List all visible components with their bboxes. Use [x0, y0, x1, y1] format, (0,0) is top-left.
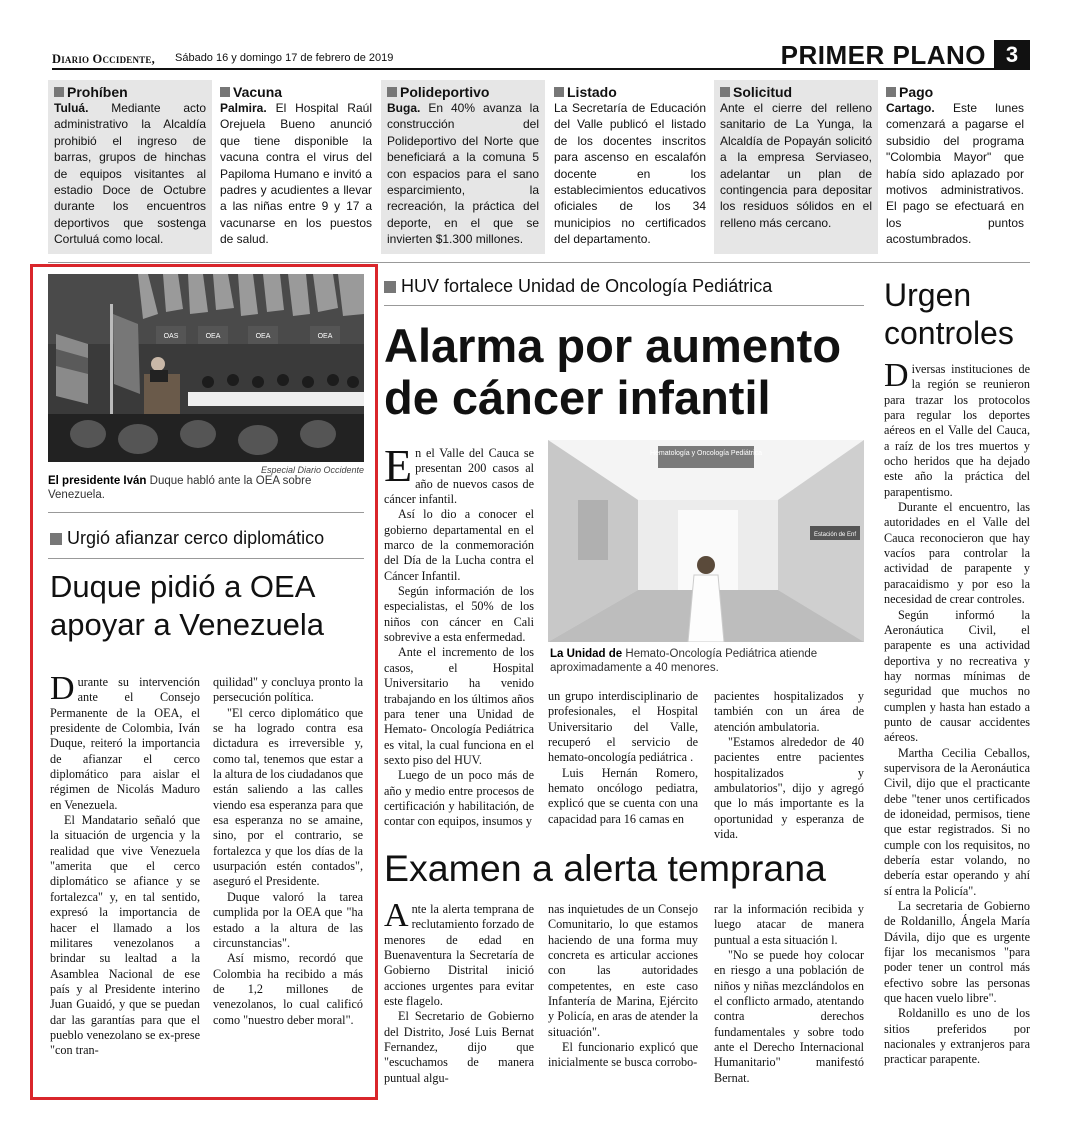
brief-lead: Palmira. [220, 101, 267, 115]
dropcap: E [384, 440, 413, 491]
paragraph: Luis Hernán Romero, hemato oncólogo pediatra, explicó que se cuenta con una capacidad para 16 camas en [548, 765, 698, 826]
paragraph: "No se puede hoy colocar en riesgo a una población de niños y niñas mezclándolos en el conflicto armado, atentando contra derechos fundamentales y sobre todo ante el Derecho Internacional Humanitario" manifestó Bernat. [714, 948, 864, 1085]
paragraph: El funcionario explicó que inicialmente se busca corrobo- [548, 1040, 698, 1070]
brief-solicitud [714, 80, 878, 254]
paragraph: rar la información recibida y luego atacar de manera puntual a esta situación l. [714, 902, 864, 947]
kicker-cancer [384, 276, 864, 297]
brief-body: Ante el cierre del relleno sanitario de La Yunga, la Alcaldía de Popayán solicitó a la empresa Serviaseo, adelantar un plan de contingencia para depositar los residuos sólidos en el relleno más cercano. [720, 101, 872, 230]
paragraph: n el Valle del Cauca se presentan 200 casos al año de nuevos casos de cáncer infantil. [384, 446, 534, 507]
brief-lead: Cartago. [886, 101, 935, 115]
dropcap: A [384, 897, 409, 934]
story-alerta-col3 [714, 902, 864, 1086]
paragraph: Martha Cecilia Ceballos, supervisora de la Aeronáutica Civil, dijo que el practicante debe "tener unos certificados de idoneidad, permisos, tiene que estar registrados. Si no cumple con los requisitos, no debería estar volando, no debería estar operando y ahí sí entra la Policía". [884, 745, 1030, 898]
paragraph: Luego de un poco más de año y medio entre procesos de certificación y habilitación, de contar con equipos, insumos y [384, 768, 534, 829]
kicker-duque [50, 528, 366, 549]
paragraph: Ante el incremento de los casos, el Hospital Universitario ha venido trabajando en los últimos años para tener una Unidad de Hemato- Oncología Pediátrica es vital, la cual funciona en el sexto piso del HUV. [384, 645, 534, 767]
brief-body: Este lunes comenzará a pagarse el subsidio del programa "Colombia Mayor" que había sido aplazado por motivos administrativos. El pago se efectuará en los puntos acostumbrados. [886, 101, 1024, 247]
briefs-strip [48, 80, 1030, 254]
paragraph: Según información de los especialistas, el 50% de los niños con cáncer en Cali sobrevive a esta enfermedad. [384, 584, 534, 645]
brief-title: Polideportivo [400, 84, 490, 100]
story-duque-col2 [213, 675, 363, 1028]
hallway-photo-illustration [548, 440, 864, 642]
brief-title: Vacuna [233, 84, 283, 100]
paragraph: quilidad" y concluya pronto la persecución política. [213, 675, 363, 705]
brief-lead: Tuluá. [54, 101, 89, 115]
headline-cancer [384, 320, 866, 424]
brief-listado [548, 80, 712, 254]
paragraph: La secretaria de Gobierno de Roldanillo, Ángela María Dávila, dijo que es urgente fijar los mecanismos "para poder tener un control más efectivo sobre las personas que hacen vuelo libre". [884, 899, 1030, 1006]
square-bullet-icon [220, 87, 230, 97]
headline-duque [50, 568, 360, 644]
side-sign-label: Estación de Enf [813, 532, 857, 538]
photo-credit: Especial Diario Occidente [260, 465, 364, 475]
paragraph: El Mandatario señaló que la situación de urgencia y la realidad que vive Venezuela "amerita que el cerco diplomático se afiance y se fortalezca" y, en tal sentido, expresó la importancia de hacer el llamado a los militares venezolanos a brindar su lealtad a la Asamblea Nacional de ese país y al Presidente interino Juan Guaidó, y que se puedan dar las garantías para que el pueblo venezolano se ex-prese "con tran- [50, 813, 200, 1058]
story-alerta-col1 [384, 897, 534, 1086]
paragraph: nte la alerta temprana de reclutamiento forzado de menores de edad en Buenaventura la Secretaría de Gobierno Distrital inició acciones urgentes para evitar este flagelo. [384, 902, 534, 1009]
brief-prohiben [48, 80, 212, 254]
square-bullet-icon [886, 87, 896, 97]
paragraph: un grupo interdisciplinario de profesionales, el Hospital Universitario del Valle, recuperó el servicio de hemato-oncología pediátrica . [548, 689, 698, 765]
story-alerta-col2 [548, 902, 698, 1071]
brief-body: La Secretaría de Educación del Valle publicó el listado de los docentes inscritos para ascenso en escalafón docente en los establecimientos educativos oficiales de los 34 municipios no certificados del departamento. [554, 101, 706, 247]
square-bullet-icon [387, 87, 397, 97]
paragraph: El Secretario de Gobierno del Distrito, José Luis Bernat Fernandez, dijo que "escuchamos de manera puntual algu- [384, 1009, 534, 1085]
photo-oea-session [48, 274, 364, 462]
paragraph: pacientes hospitalizados y también con un área de atención ambulatoria. [714, 689, 864, 734]
paragraph: Roldanillo es uno de los sitios preferidos por nacionales y extranjeros para practicar parapente. [884, 1006, 1030, 1067]
kicker-text: Urgió afianzar cerco diplomático [67, 528, 325, 548]
placard-label: OEA [317, 333, 333, 340]
paragraph: Duque valoró la tarea cumplida por la OEA que "ha estado a la altura de las circunstancias". [213, 889, 363, 950]
brief-title: Pago [899, 84, 934, 100]
caption-text: Duque habló ante la OEA sobre Venezuela. [48, 475, 312, 501]
dropcap: D [884, 357, 909, 394]
divider-rule [384, 305, 864, 306]
brief-body: En 40% avanza la construcción del Polideportivo del Norte que beneficiará a la comuna 5 con espacios para el sano esparcimiento, la recreación, la práctica del deporte, en el que se invierten $1.300 millones. [387, 101, 539, 247]
paragraph: Así lo dio a conocer el gobierno departamental en el marco de la conmemoración del Día de la Lucha contra el Cáncer Infantil. [384, 507, 534, 583]
square-bullet-icon [720, 87, 730, 97]
kicker-text: HUV fortalece Unidad de Oncología Pediátrica [401, 276, 773, 296]
story-cancer-col1 [384, 440, 534, 830]
divider-rule [48, 558, 364, 559]
headline-line: de cáncer infantil [384, 371, 771, 424]
briefs-divider [48, 262, 1030, 263]
story-cancer-col2 [548, 689, 698, 827]
headline-alerta: Examen a alerta temprana [384, 847, 826, 889]
paper-name: Diario Occidente, [52, 52, 155, 66]
headline-line: Duque pidió a OEA [50, 569, 316, 604]
headline-line: apoyar a Venezuela [50, 607, 325, 642]
square-bullet-icon [50, 533, 62, 545]
brief-title: Listado [567, 84, 617, 100]
sign-label: Hematología y Oncología Pediátrica [649, 450, 763, 457]
headline-line: Urgen [884, 277, 972, 313]
story-cancer-col3 [714, 689, 864, 842]
page-number: 3 [994, 40, 1030, 70]
divider-rule [48, 512, 364, 513]
headline-line: controles [884, 315, 1014, 351]
oea-photo-illustration [48, 274, 364, 462]
story-urgen-col [884, 357, 1030, 1068]
placard-label: OAS [163, 333, 179, 340]
photo-caption-duque [48, 474, 366, 502]
placard-label: OEA [255, 333, 271, 340]
brief-title: Prohíben [67, 84, 128, 100]
square-bullet-icon [54, 87, 64, 97]
caption-text: Hemato-Oncología Pediátrica atiende aproximadamente a 40 menores. [550, 648, 818, 674]
paragraph: Así mismo, recordó que Colombia ha recibido a más de 1,2 millones de venezolanos, lo cual calificó como "nuestro deber moral". [213, 951, 363, 1027]
square-bullet-icon [554, 87, 564, 97]
photo-huv-hallway [548, 440, 864, 642]
edition-date: Sábado 16 y domingo 17 de febrero de 2019 [175, 52, 394, 64]
paragraph: "El cerco diplomático que se ha logrado contra esa dictadura es irreversible y, como tal, tenemos que estar a la altura de los ciudadanos que están saliendo a las calles viendo esa esperanza para que esa esperanza no se amaine, sino, por el contrario, se fortalezca y que los días de la usurpación estén contados", aseguró el Presidente. [213, 705, 363, 889]
caption-lead: La Unidad de [550, 648, 623, 660]
paragraph: iversas instituciones de la región se reunieron para trazar los protocolos para regular los deportes aéreos en el Valle del Cauca, a raíz de los tres muertos y ocho heridos que ha dejado este año la práctica del parapentismo. [884, 362, 1030, 499]
paragraph: Según informó la Aeronáutica Civil, el parapente es una actividad deportiva y no recreativa y hay normas mínimas de seguridad que muchos no cumplen y hasta han estado a punto de causar accidentes aéreos. [884, 607, 1030, 745]
caption-lead: El presidente Iván [48, 475, 147, 487]
section-name: PRIMER PLANO [780, 40, 986, 70]
paragraph: urante su intervención ante el Consejo Permanente de la OEA, el presidente de Colombia, Iván Duque, reiteró la importancia de afianzar el cerco diplomático para aislar el régimen de Nicolás Maduro en Venezuela. [50, 675, 200, 812]
placard-label: OEA [205, 333, 221, 340]
paragraph: "Estamos alrededor de 40 pacientes entre pacientes hospitalizados y ambulatorios", dijo y agregó que lo más importante es la oportunidad y esperanza de vida. [714, 735, 864, 842]
dropcap: D [50, 670, 75, 707]
story-duque-col1 [50, 670, 200, 1059]
headline-urgen [884, 276, 1034, 352]
headline-line: Alarma por aumento [384, 319, 842, 372]
paragraph: nas inquietudes de un Consejo Comunitario, lo que estamos haciendo de una forma muy concreta es articular acciones con las autoridades competentes, en este caso Infantería de Marina, Ejército y Policía, en aras de atender la situación". [548, 902, 698, 1039]
brief-polideportivo [381, 80, 545, 254]
brief-body: El Hospital Raúl Orejuela Bueno anunció que tiene disponible la vacuna contra el virus del Papiloma Humano e invitó a padres y acudientes a llevar a las niñas entre 9 y 17 a vacunarse en los puestos de salud. [220, 101, 372, 247]
brief-lead: Buga. [387, 101, 421, 115]
brief-title: Solicitud [733, 84, 793, 100]
brief-vacuna [214, 80, 378, 254]
square-bullet-icon [384, 281, 396, 293]
masthead [52, 40, 1030, 70]
brief-body: Mediante acto administrativo la Alcaldía prohibió el ingreso de barras, grupos de hinchas de equipos visitantes al estadio Doce de Octubre durante los encuentros deportivos que sostenga Cortuluá como local. [54, 101, 206, 247]
paragraph: Durante el encuentro, las autoridades en el Valle del Cauca reconocieron que hay vacíos para controlar la actividad de parapente y paracaidismo y por eso la necesidad de crear controles. [884, 500, 1030, 607]
brief-pago [880, 80, 1030, 254]
photo-caption-huv [550, 647, 866, 675]
